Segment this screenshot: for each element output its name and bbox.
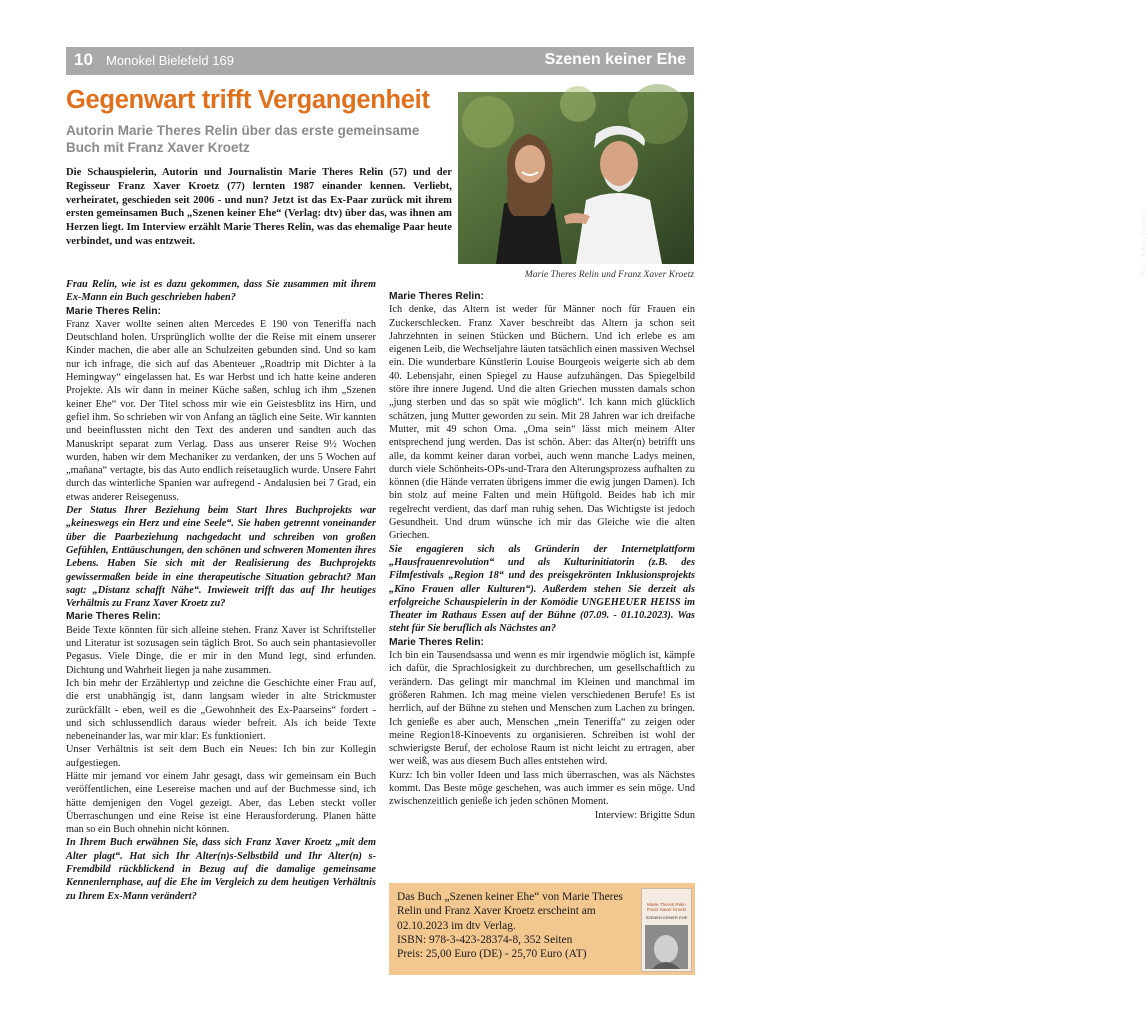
book-cover-authors: Marie Theres Relin Franz Xaver Kroetz (646, 902, 687, 913)
interviewer-credit: Interview: Brigitte Sdun (594, 809, 695, 821)
page-number: 10 (74, 50, 93, 69)
article-title: Gegenwart trifft Vergangenheit (66, 86, 430, 114)
page-header (66, 47, 694, 75)
answer-2-part-1: Beide Texte könnten für sich alleine stehen. Franz Xaver ist Schriftsteller und Literatur ist sozusagen sein täglich Brot. So auch sein phantasievoller Pegasus. Viele Dinge, die er mir in den Mund legt, sind erfunden. Dichtung und Wahrheit liegen ja nahe zusammen. (66, 624, 376, 676)
book-price: Preis: 25,00 Euro (DE) - 25,70 Euro (AT) (397, 948, 587, 961)
answer-3: Ich denke, das Altern ist weder für Männer noch für Frauen ein Zuckerschlecken. Franz Xaver beschreibt das Altern ja schon seit Jahrzehnten in seinen Stücken und Büchern. Und ich erlebe es am eigenen Leib, die Wechseljahre läuten tatsächlich einen massiven Wechsel ein. Die wunderbare Künstlerin Louise Bourgeois weigerte sich ab dem 40. Lebensjahr, einen Spiegel zu Hause aufzuhängen. Das Spiegelbild störe ihre innere Jugend. Und die alten Griechen mussten damals schon „jung sterben und das so spät wie möglich“. Ich kann mich glücklich schätzen, jung Mutter geworden zu sein. Mit 28 Jahren war ich dreifache Mutter, mit 49 schon Oma. „Oma sein“ lässt mich meinem Alter entsprechend jung werden. Das ist schön. Aber: das Alter(n) betrifft uns alle, da kommt keiner daran vorbei, auch wenn manche Ladys meinen, durch viele Schönheits-OPs-und-Trara den Alterungsprozess aufhalten zu können (die Hände verraten übrigens immer die ewig jungen Damen). Ich bin stolz auf meine Falten und mein Hüftgold. Beides hab ich mir regelrecht verdient, das darf man ruhig sehen. Das Wichtigste ist jedoch Gesundheit. Und drum wünsche ich mir das Gleiche wie die alten Griechen. (389, 304, 695, 542)
question-3: In Ihrem Buch erwähnen Sie, dass sich Franz Xaver Kroetz „mit dem Alter plagt“. Hat sich Ihr Alter(n)s-Selbstbild und Ihr Alter(n) s-Fremdbild rückblickend in Bezug auf die damalige gemeinsame Kennenlernphase, auf die Ehe im Vergleich zu dem heutigen Verhältnis zu Ihrem Ex-Mann verändert? (66, 837, 376, 902)
column-left (66, 278, 376, 903)
book-info-box (389, 883, 695, 975)
book-info-text (397, 890, 639, 961)
publication-name: Monokel Bielefeld 169 (106, 53, 234, 68)
speaker-label: Marie Theres Relin: (66, 305, 161, 317)
section-title: Szenen keiner Ehe (544, 51, 686, 68)
speaker-label: Marie Theres Relin: (389, 291, 484, 302)
speaker-label: Marie Theres Relin: (66, 611, 161, 623)
answer-4-part-2: Kurz: Ich bin voller Ideen und lass mich überraschen, was als Nächstes kommt. Das Beste möge geschehen, was auch immer es sein möge. Und zwischenzeitlich genieße ich jeden schönen Moment. (389, 769, 695, 808)
question-2: Der Status Ihrer Beziehung beim Start Ihres Buchprojekts war „keineswegs ein Herz und eine Seele“. Sie haben getrennt voneinander über die Paarbeziehung nachgedacht und schreiben von großen Gefühlen, Enttäuschungen, den schönen und schweren Momenten ihres Lebens. Haben Sie sich mit der Realisierung des Buchprojekts gewissermaßen beide in eine therapeutische Situation gebracht? Man sagt: „Distanz schafft Nähe“. Inwieweit trifft das auf Ihr heutiges Verhältnis zu Franz Xaver Kroetz zu? (66, 505, 376, 610)
question-1: Frau Relin, wie ist es dazu gekommen, dass Sie zusammen mit ihrem Ex-Mann ein Buch geschrieben haben? (66, 279, 376, 304)
speaker-label: Marie Theres Relin: (389, 636, 484, 648)
book-release-text: Das Buch „Szenen keiner Ehe“ von Marie Theres Relin und Franz Xaver Kroetz erscheint am 02.10.2023 im dtv Verlag. (397, 891, 623, 932)
book-cover-title: SZENEN KEINER EHE (645, 915, 688, 920)
photo-couple-illustration (458, 92, 694, 264)
answer-2-part-4: Hätte mir jemand vor einem Jahr gesagt, dass wir gemeinsam ein Buch veröffentlichen, eine Lesereise machen und auf der Buchmesse sind, ich hätte demjenigen den Vogel gezeigt. Aber, das Leben steckt voller Überraschungen und eine Reise ist eine Herausforderung. Planen hätte man so ein Buch ohnehin nicht können. (66, 770, 376, 836)
book-isbn: ISBN: 978-3-423-28374-8, 352 Seiten (397, 933, 573, 946)
answer-4-part-1: Ich bin ein Tausendsassa und wenn es mir irgendwie möglich ist, kämpfe ich dafür, die Sprachlosigkeit zu durchbrechen, um gesellschaftlich zu verändern. Das gelingt mir manchmal im Kleinen und manchmal im größeren Rahmen. Ich mag meine vielen verschiedenen Berufe! Es ist herrlich, auf der Bühne zu stehen und Menschen zum Lachen zu bringen. Ich genieße es aber auch, Menschen „mein Teneriffa“ zu zeigen oder meine Region18-Kinoevents zu organisieren. Schreiben ist wohl der schwierigste Beruf, der echolose Raum ist nicht leicht zu ertragen, aber wer weiß, was aus diesem Buch alles entstehen wird. (389, 650, 695, 768)
photo-credit: Foto: Karin Boesch (1139, 208, 1148, 277)
article-intro: Die Schauspielerin, Autorin und Journalistin Marie Theres Relin (57) und der Regisseur Franz Xaver Kroetz (77) lernten 1987 einander kennen. Verliebt, verheiratet, geschieden seit 2006 - und nun? Jetzt ist das Ex-Paar zurück mit ihrem ersten gemeinsamen Buch „Szenen keiner Ehe“ (Verlag: dtv) über das, was ihnen am Herzen liegt. Im Interview erzählt Marie Theres Relin, was das ehemalige Paar heute verbindet, und was entzweit. (66, 167, 452, 247)
answer-1: Franz Xaver wollte seinen alten Mercedes E 190 von Teneriffa nach Deutschland holen. Ursprünglich wollte der die Reise mit einem unserer Kinder machen, die aber alle an Schulzeiten gebunden sind. Und so kam nur ich infrage, die sich auf das Abenteuer „Roadtrip mit Dichter à la Hemingway“ eingelassen hat. Es war Herbst und ich hatte keine anderen Projekte. Als wir dann in meiner Küche saßen, schlug ich ihm „Szenen keiner Ehe“ vor. Der Titel schoss mir wie ein Geistesblitz ins Hirn, und gefiel ihm. So schrieben wir von Anfang an täglich eine Seite. Wir kannten und beeinflussten nicht den Text des anderen und sandten auch das Manuskript separat zum Verlag. Dass aus unserer Reise 9½ Wochen wurden, haben wir dem Mechaniker zu verdanken, der uns 5 Wochen auf „mañana“ vertagte, bis das Auto endlich reisetauglich wurde. Unsere Fahrt durch das winterliche Spanien war aufregend - Andalusien bei 7 Grad, ein etwas anderer Reisegenuss. (66, 318, 376, 503)
column-right (389, 290, 695, 822)
answer-2-part-3: Unser Verhältnis ist seit dem Buch ein Neues: Ich bin zur Kollegin aufgestiegen. (66, 744, 376, 769)
article-subtitle: Autorin Marie Theres Relin über das erste gemeinsame Buch mit Franz Xaver Kroetz (66, 123, 420, 155)
answer-2-part-2: Ich bin mehr der Erzählertyp und zeichne die Geschichte einer Frau auf, die erst unabhängig ist, dann langsam wieder in alte Strickmuster zurückfällt - eben, weil es die „Gewohnheit des Ex-Paarseins“ fordert - und sich schlussendlich daraus wieder befreit. Als ich beide Texte nebeneinander las, war mir klar: Es funktioniert. (66, 677, 376, 743)
photo-caption: Marie Theres Relin und Franz Xaver Kroetz (524, 269, 694, 280)
book-cover (641, 888, 692, 972)
question-4: Sie engagieren sich als Gründerin der Internetplattform „Hausfrauenrevolution“ und als Kulturinitiatorin (z.B. des Filmfestivals „Region 18“ und des preisgekrönten Inklusionsprojekts „Kino Frauen aller Kulturen“). Außerdem stehen Sie derzeit als erfolgreiche Schauspielerin in der Komödie UNGEHEUER HEISS im Theater im Rathaus Essen auf der Bühne (07.09. - 01.10.2023). Was steht für Sie beruflich als Nächstes an? (389, 543, 695, 635)
